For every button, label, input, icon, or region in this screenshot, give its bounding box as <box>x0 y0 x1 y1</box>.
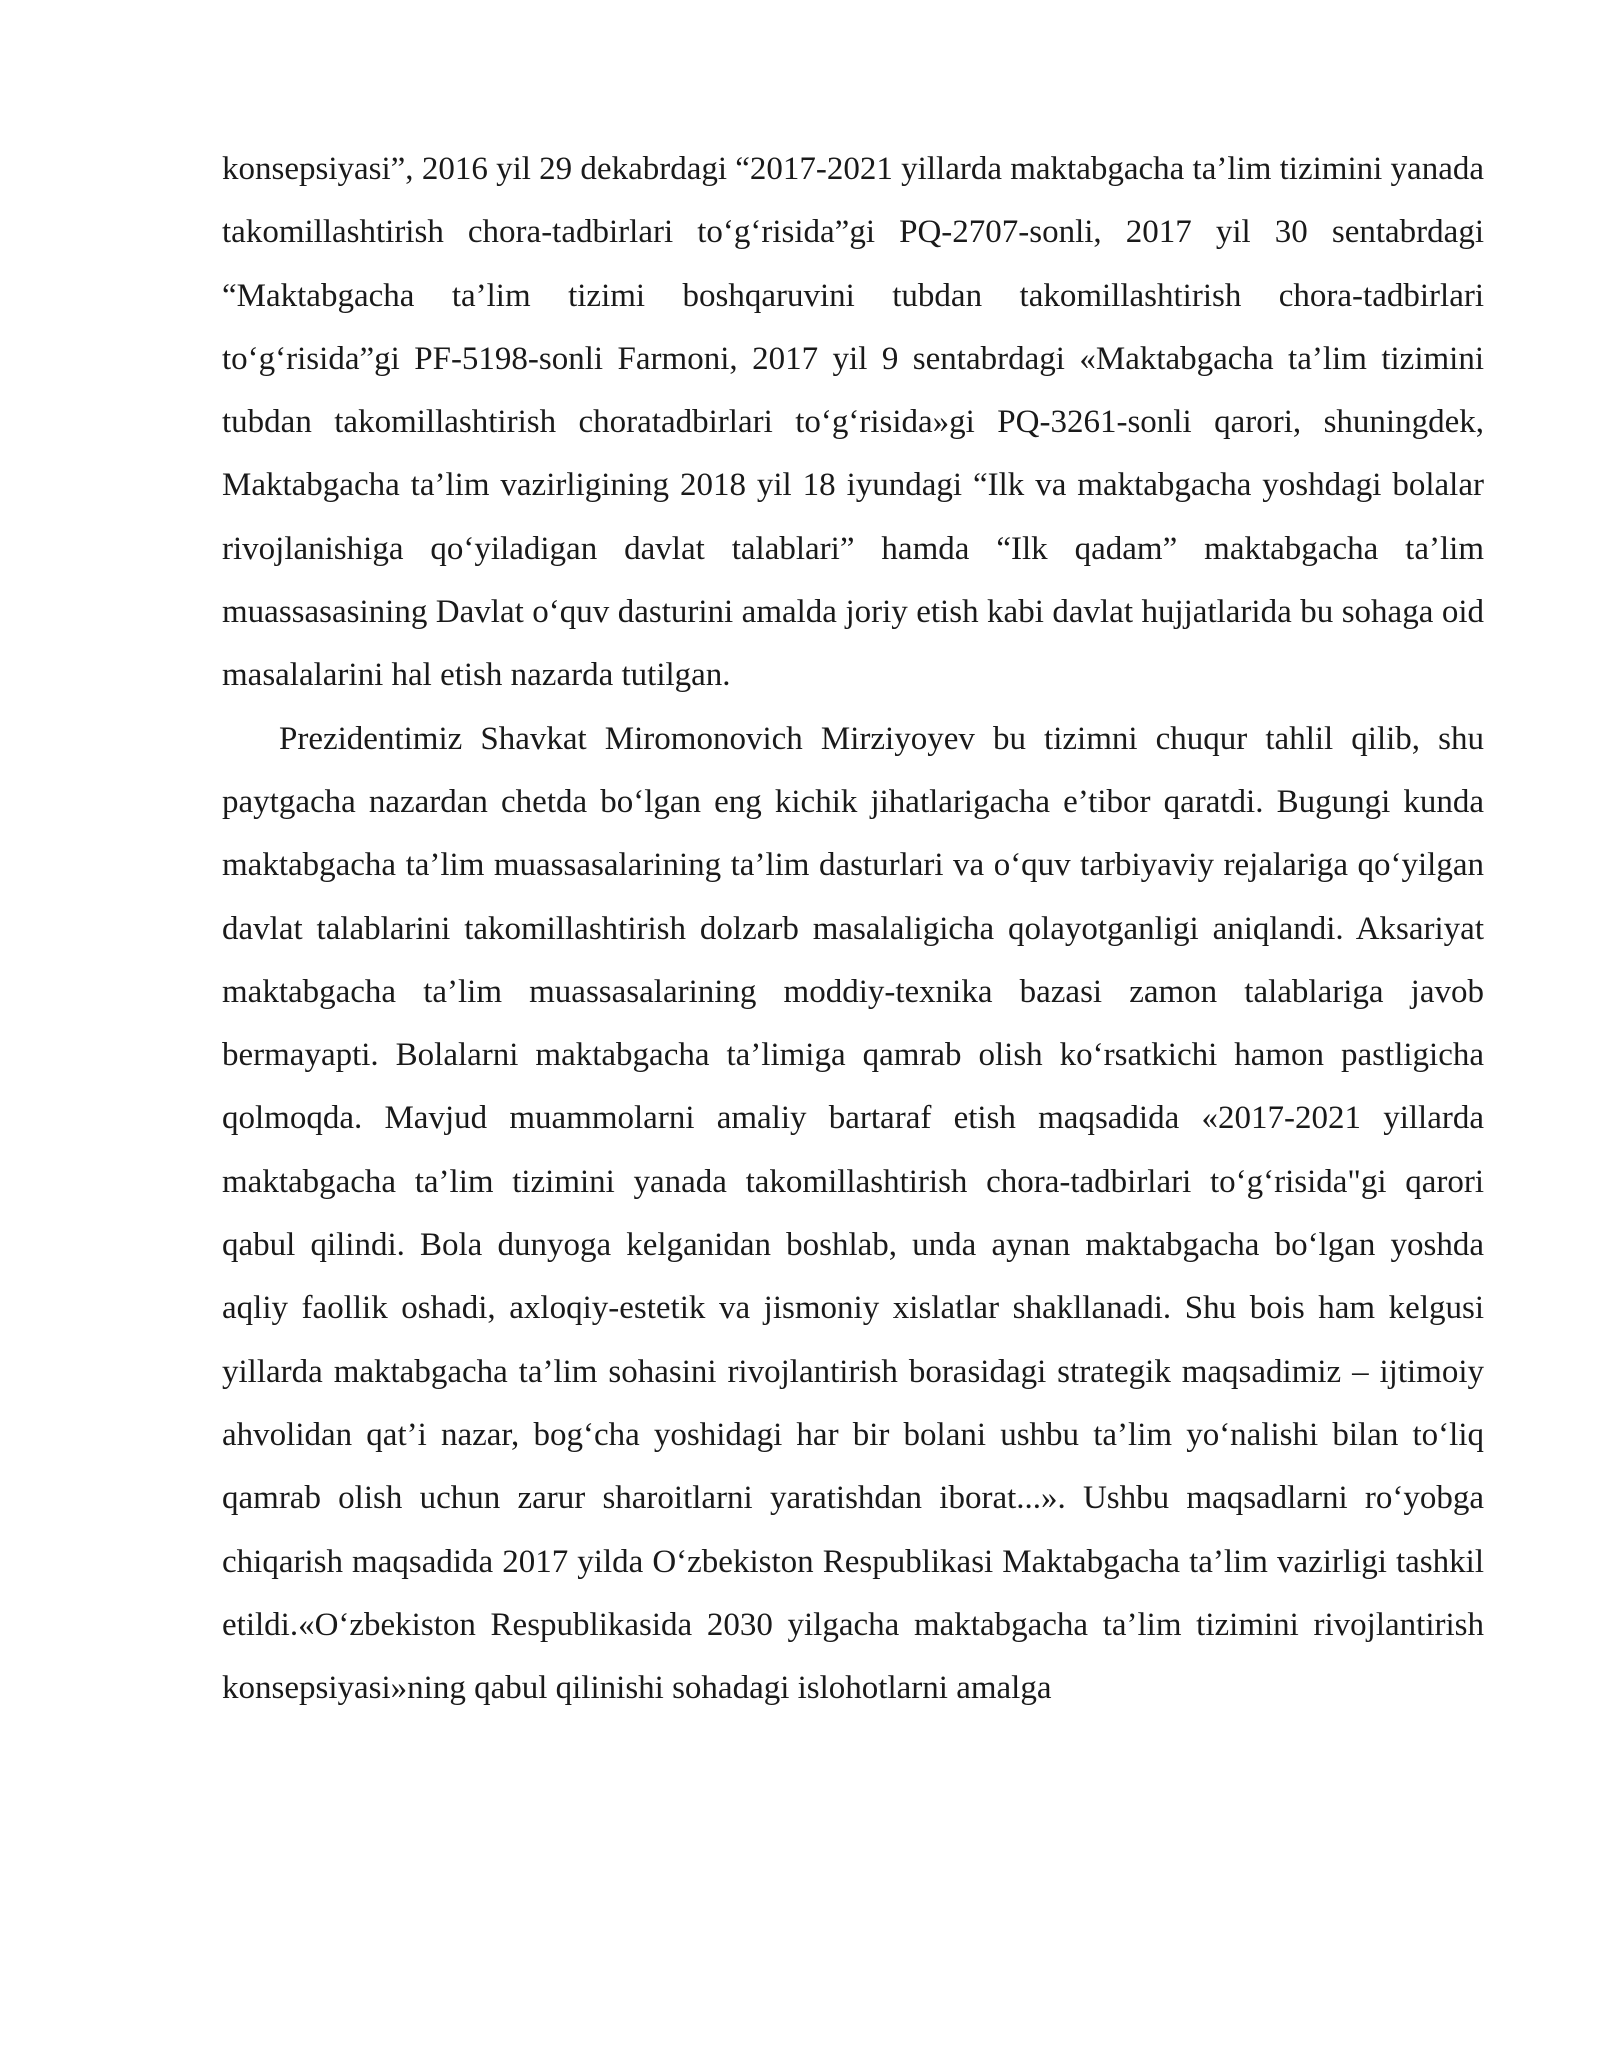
document-body <box>222 138 1484 1720</box>
paragraph-president: Prezidentimiz Shavkat Miromonovich Mirziyoyev bu tizimni chuqur tahlil qilib, shu paytgacha nazardan chetda bo‘lgan eng kichik jihatlarigacha e’tibor qaratdi. Bugungi kunda maktabgacha ta’lim muassasalarining ta’lim dasturlari va o‘quv tarbiyaviy rejalariga qo‘yilgan davlat talablarini takomillashtirish dolzarb masalaligicha qolayotganligi aniqlandi. Aksariyat maktabgacha ta’lim muassasalarining moddiy-texnika bazasi zamon talablariga javob bermayapti. Bolalarni maktabgacha ta’limiga qamrab olish ko‘rsatkichi hamon pastligicha qolmoqda. Mavjud muammolarni amaliy bartaraf etish maqsadida «2017-2021 yillarda maktabgacha ta’lim tizimini yanada takomillashtirish chora-tadbirlari to‘g‘risida"gi qarori qabul qilindi. Bola dunyoga kelganidan boshlab, unda aynan maktabgacha bo‘lgan yoshda aqliy faollik oshadi, axloqiy-estetik va jismoniy xislatlar shakllanadi. Shu bois ham kelgusi yillarda maktabgacha ta’lim sohasini rivojlantirish borasidagi strategik maqsadimiz – ijtimoiy ahvolidan qat’i nazar, bog‘cha yoshidagi har bir bolani ushbu ta’lim yo‘nalishi bilan to‘liq qamrab olish uchun zarur sharoitlarni yaratishdan iborat...». Ushbu maqsadlarni ro‘yobga chiqarish maqsadida 2017 yilda O‘zbekiston Respublikasi Maktabgacha ta’lim vazirligi tashkil etildi.«O‘zbekiston Respublikasida 2030 yilgacha maktabgacha ta’lim tizimini rivojlantirish konsepsiyasi»ning qabul qilinishi sohadagi islohotlarni amalga <box>222 720 1484 1707</box>
paragraph-continuation: konsepsiyasi”, 2016 yil 29 dekabrdagi “2017-2021 yillarda maktabgacha ta’lim tizimini yanada takomillashtirish chora-tadbirlari to‘g‘risida”gi PQ-2707-sonli, 2017 yil 30 sentabrdagi “Maktabgacha ta’lim tizimi boshqaruvini tubdan takomillashtirish chora-tadbirlari to‘g‘risida”gi PF-5198-sonli Farmoni, 2017 yil 9 sentabrdagi «Maktabgacha ta’lim tizimini tubdan takomillashtirish choratadbirlari to‘g‘risida»gi PQ-3261-sonli qarori, shuningdek, Maktabgacha ta’lim vazirligining 2018 yil 18 iyundagi “Ilk va maktabgacha yoshdagi bolalar rivojlanishiga qo‘yiladigan davlat talablari” hamda “Ilk qadam” maktabgacha ta’lim muassasasining Davlat o‘quv dasturini amalda joriy etish kabi davlat hujjatlarida bu sohaga oid masalalarini hal etish nazarda tutilgan. <box>222 151 1484 694</box>
